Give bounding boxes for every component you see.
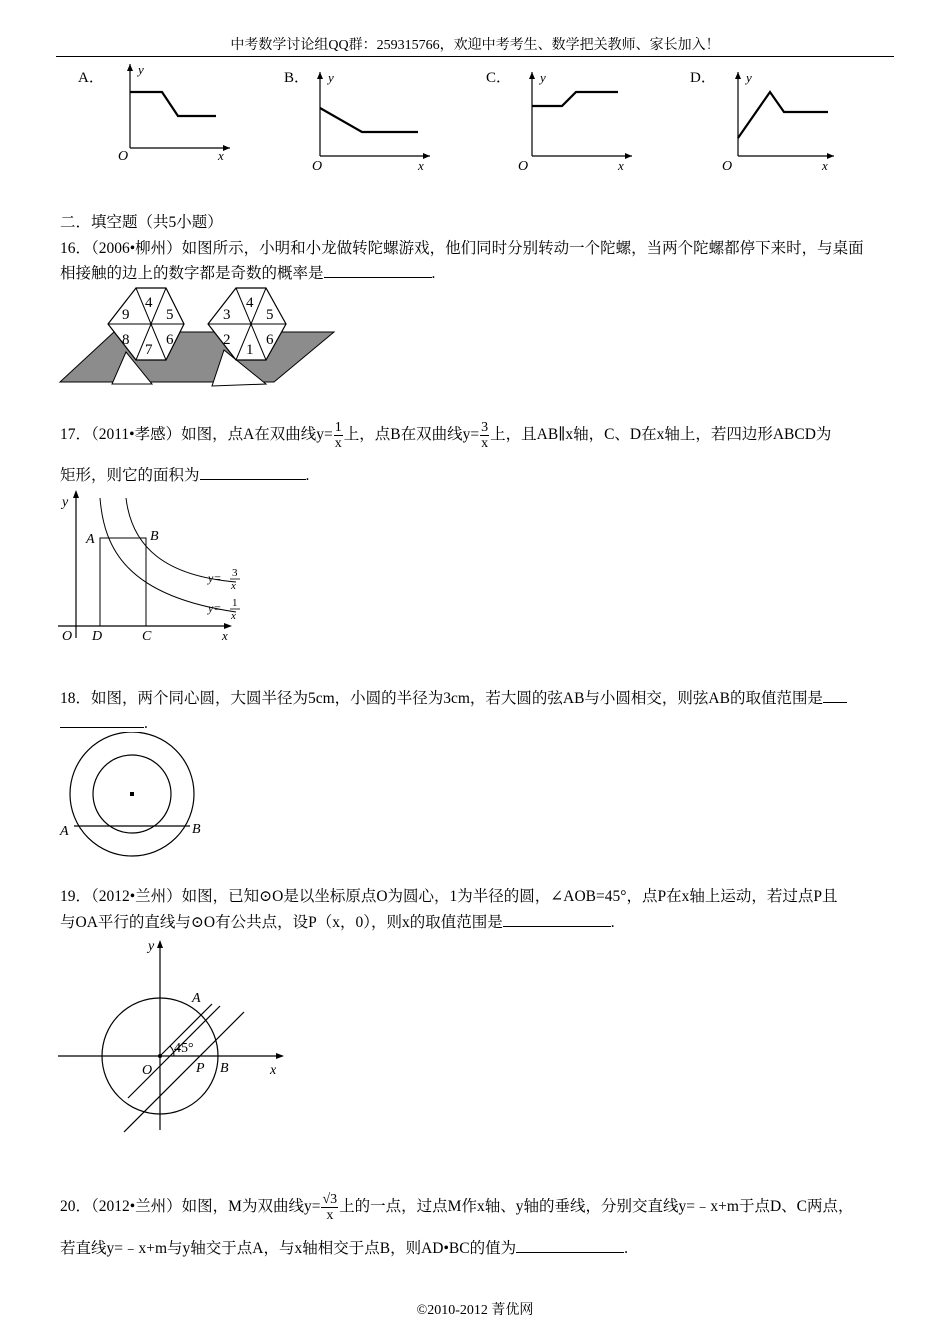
option-d-graph — [712, 70, 842, 175]
q16-spinning-tops-figure — [56, 284, 340, 390]
q18-line1: 18．如图，两个同心圆，大圆半径为5cm，小圆的半径为3cm，若大圆的弦AB与小圆相交，则弦AB的取值范围是 — [60, 688, 847, 709]
q20-answer-blank[interactable] — [516, 1238, 624, 1253]
option-c-origin: O — [518, 159, 529, 174]
q19-angle-label: 45° — [174, 1041, 194, 1056]
q19-line2: 与OA平行的直线与⊙O有公共点，设P（x，0），则x的取值范围是 . — [60, 914, 615, 931]
q17-answer-blank[interactable] — [200, 465, 306, 480]
option-c-graph — [510, 70, 640, 175]
q17-hyperbola-figure — [56, 488, 250, 648]
q17-line2: 矩形，则它的面积为 . — [60, 467, 310, 484]
q16-answer-blank[interactable] — [324, 263, 432, 278]
q19-line1: 19．（2012•兰州）如图，已知⊙O是以坐标原点O为圆心，1为半径的圆，∠AOB=45°，点P在x轴上运动，若过点P且 — [60, 888, 838, 905]
option-a-x-label: x — [218, 148, 224, 163]
q17-fraction-3: $\frac{3}{x}$ — [481, 419, 489, 451]
q18-point-b: B — [192, 822, 201, 837]
q17-curve1-den: x — [231, 610, 236, 622]
top2-face: 1 — [246, 342, 254, 358]
q18-answer-blank-b[interactable] — [60, 713, 144, 728]
q18-line2: . — [60, 713, 148, 734]
page-footer: ©2010-2012 菁优网 — [416, 1303, 534, 1318]
option-d-origin: O — [722, 159, 733, 174]
q17-curve3-den: x — [231, 580, 236, 592]
header-divider — [56, 56, 894, 57]
top2-face: 4 — [246, 295, 254, 311]
q17-fraction-1: $\frac{1}{x}$ — [334, 419, 342, 451]
option-d-x-label: x — [822, 158, 828, 173]
top2-face: 6 — [266, 332, 274, 348]
q16-line1: 16．（2006•柳州）如图所示，小明和小龙做转陀螺游戏，他们同时分别转动一个陀螺，当两个陀螺都停下来时，与桌面 — [60, 240, 864, 257]
q17-x-label: x — [222, 628, 228, 643]
top2-face: 3 — [223, 307, 231, 323]
top2-face: 5 — [266, 307, 274, 323]
q17-point-d: D — [92, 629, 103, 644]
option-c-y-label: y — [540, 70, 546, 85]
option-c-label: C． — [486, 70, 512, 86]
q16-line2: 相接触的边上的数字都是奇数的概率是 . — [60, 265, 436, 282]
option-d-y-label: y — [746, 70, 752, 85]
option-b-origin: O — [312, 159, 323, 174]
top1-face: 4 — [145, 295, 153, 311]
top1-face: 9 — [122, 307, 130, 323]
option-c-x-label: x — [618, 158, 624, 173]
q19-x-label: x — [270, 1063, 277, 1078]
q17-point-c: C — [142, 629, 152, 644]
q19-y-label: y — [148, 939, 155, 954]
top1-face: 8 — [122, 332, 130, 348]
q19-answer-blank[interactable] — [503, 912, 611, 927]
q19-point-p: P — [196, 1061, 205, 1076]
q18-point-a: A — [60, 824, 69, 839]
q18-concentric-circles-figure — [56, 732, 210, 866]
q17-y-label: y — [62, 495, 69, 510]
q18-answer-blank-a[interactable] — [823, 688, 847, 703]
section-title: 二．填空题（共5小题） — [60, 214, 223, 231]
top1-face: 6 — [166, 332, 174, 348]
q17-point-b: B — [150, 529, 159, 544]
top1-face: 5 — [166, 307, 174, 323]
top1-face: 7 — [145, 342, 153, 358]
q17-curve3-num: 3 — [232, 567, 238, 579]
option-a-y-label: y — [138, 62, 144, 77]
option-b-label: B． — [284, 70, 310, 86]
q19-circle-figure — [56, 934, 290, 1134]
q20-line2: 若直线y=﹣x+m与y轴交于点A，与x轴相交于点B，则AD•BC的值为 . — [60, 1240, 628, 1257]
option-b-x-label: x — [418, 158, 424, 173]
q17-curve3-prefix: y= — [208, 571, 222, 585]
q19-point-b: B — [220, 1061, 229, 1076]
q17-point-a: A — [86, 532, 95, 547]
option-b-graph — [306, 70, 436, 175]
top2-face: 2 — [223, 332, 231, 348]
option-d-label: D． — [690, 70, 716, 86]
q17-curve1-num: 1 — [232, 597, 238, 609]
option-b-y-label: y — [328, 70, 334, 85]
q17-line1: 17．（2011•孝感）如图，点A在双曲线y= $\frac{1}{x}$ 上，点B在双曲线y= $\frac{3}{x}$ 上，且AB∥x轴，C、D在x轴上，若四边形ABCD为 — [60, 419, 832, 451]
page-header: 中考数学讨论组QQ群：259315766，欢迎中考考生、数学把关教师、家长加入！ — [230, 38, 720, 53]
q17-curve1-prefix: y= — [208, 601, 222, 615]
option-a-label: A． — [78, 70, 104, 86]
q19-point-a: A — [192, 991, 201, 1006]
q20-fraction: $\frac{√3}{x}$ — [322, 1191, 338, 1223]
option-a-graph — [106, 60, 236, 165]
q19-origin: O — [142, 1063, 153, 1078]
q17-origin: O — [62, 629, 73, 644]
option-a-origin: O — [118, 149, 129, 164]
q20-line1: 20．（2012•兰州）如图，M为双曲线y= $\frac{√3}{x}$ 上的一点，过点M作x轴、y轴的垂线，分别交直线y=﹣x+m于点D、C两点， — [60, 1191, 854, 1223]
